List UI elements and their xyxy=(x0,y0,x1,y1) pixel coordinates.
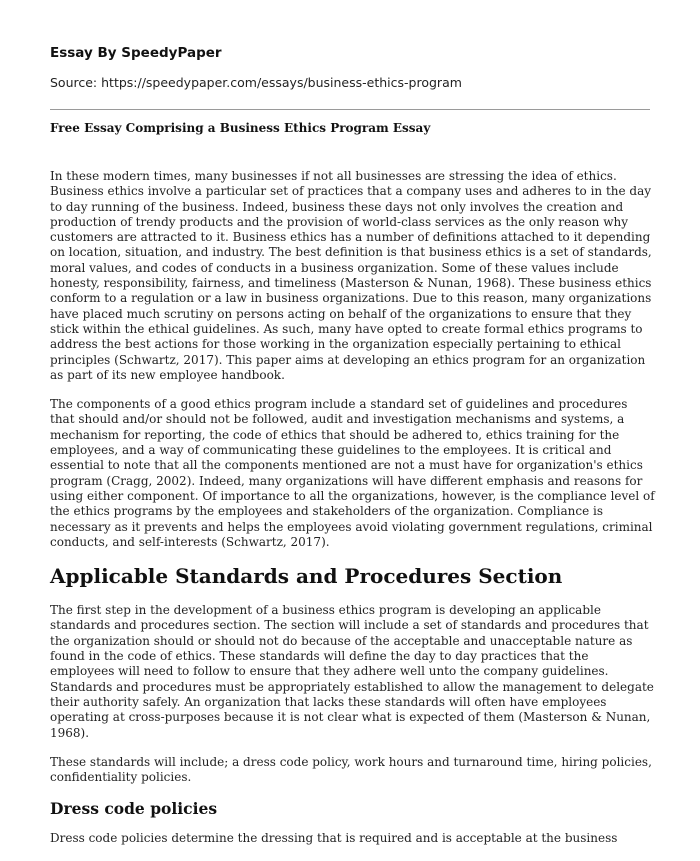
source-line: Source: https://speedypaper.com/essays/business-ethics-program xyxy=(50,75,462,90)
header-divider xyxy=(50,109,650,110)
essay-body xyxy=(50,169,655,861)
essay-title: Free Essay Comprising a Business Ethics Program Essay xyxy=(50,121,431,135)
paragraph: The first step in the development of a business ethics program is developing an applicable standards and procedures section. The section will include a set of standards and procedures that the organization should or should not do because of the acceptable and unacceptable nature as found in the code of ethics. These standards will define the day to day practices that the employees will need to follow to ensure that they adhere well unto the company guidelines. Standards and procedures must be appropriately established to allow the management to delegate their authority safely. An organization that lacks these standards will often have employees operating at cross-purposes because it is not clear what is expected of them (Masterson & Nunan, 1968). xyxy=(50,603,654,740)
paragraph: The components of a good ethics program include a standard set of guidelines and procedures that should and/or should not be followed, audit and investigation mechanisms and systems, a mechanism for reporting, the code of ethics that should be adhered to, ethics training for the employees, and a way of communicating these guidelines to the employees. It is critical and essential to note that all the components mentioned are not a must have for organization's ethics program (Cragg, 2002). Indeed, many organizations will have different emphasis and reasons for using either component. Of importance to all the organizations, however, is the compliance level of the ethics programs by the employees and stakeholders of the organization. Compliance is necessary as it prevents and helps the employees avoid violating government regulations, criminal conducts, and self-interests (Schwartz, 2017). xyxy=(50,397,655,549)
paragraph: These standards will include; a dress code policy, work hours and turnaround time, hiring policies, confidentiality policies. xyxy=(50,754,652,785)
brand-title: Essay By SpeedyPaper xyxy=(50,45,222,61)
subheading: Dress code policies xyxy=(50,799,218,819)
paragraph: Dress code policies determine the dressing that is required and is acceptable at the business xyxy=(50,831,618,846)
paragraph: In these modern times, many businesses if not all businesses are stressing the idea of ethics. Business ethics involve a particular set of practices that a company uses and adheres to in the day to day running of the business. Indeed, business these days not only involves the creation and production of trendy products and the provision of world-class services as the only reason why customers are attracted to it. Business ethics has a number of definitions attached to it depending on location, situation, and industry. The best definition is that business ethics is a set of standards, moral values, and codes of conducts in a business organization. Some of these values include honesty, responsibility, fairness, and timeliness (Masterson & Nunan, 1968). These business ethics conform to a regulation or a law in business organizations. Due to this reason, many organizations have placed much scrutiny on persons acting on behalf of the organizations to ensure that they stick within the ethical guidelines. As such, many have opted to create formal ethics programs to address the best actions for those working in the organization especially pertaining to ethical principles (Schwartz, 2017). This paper aims at developing an ethics program for an organization as part of its new employee handbook. xyxy=(50,169,652,382)
section-heading: Applicable Standards and Procedures Section xyxy=(50,564,563,589)
